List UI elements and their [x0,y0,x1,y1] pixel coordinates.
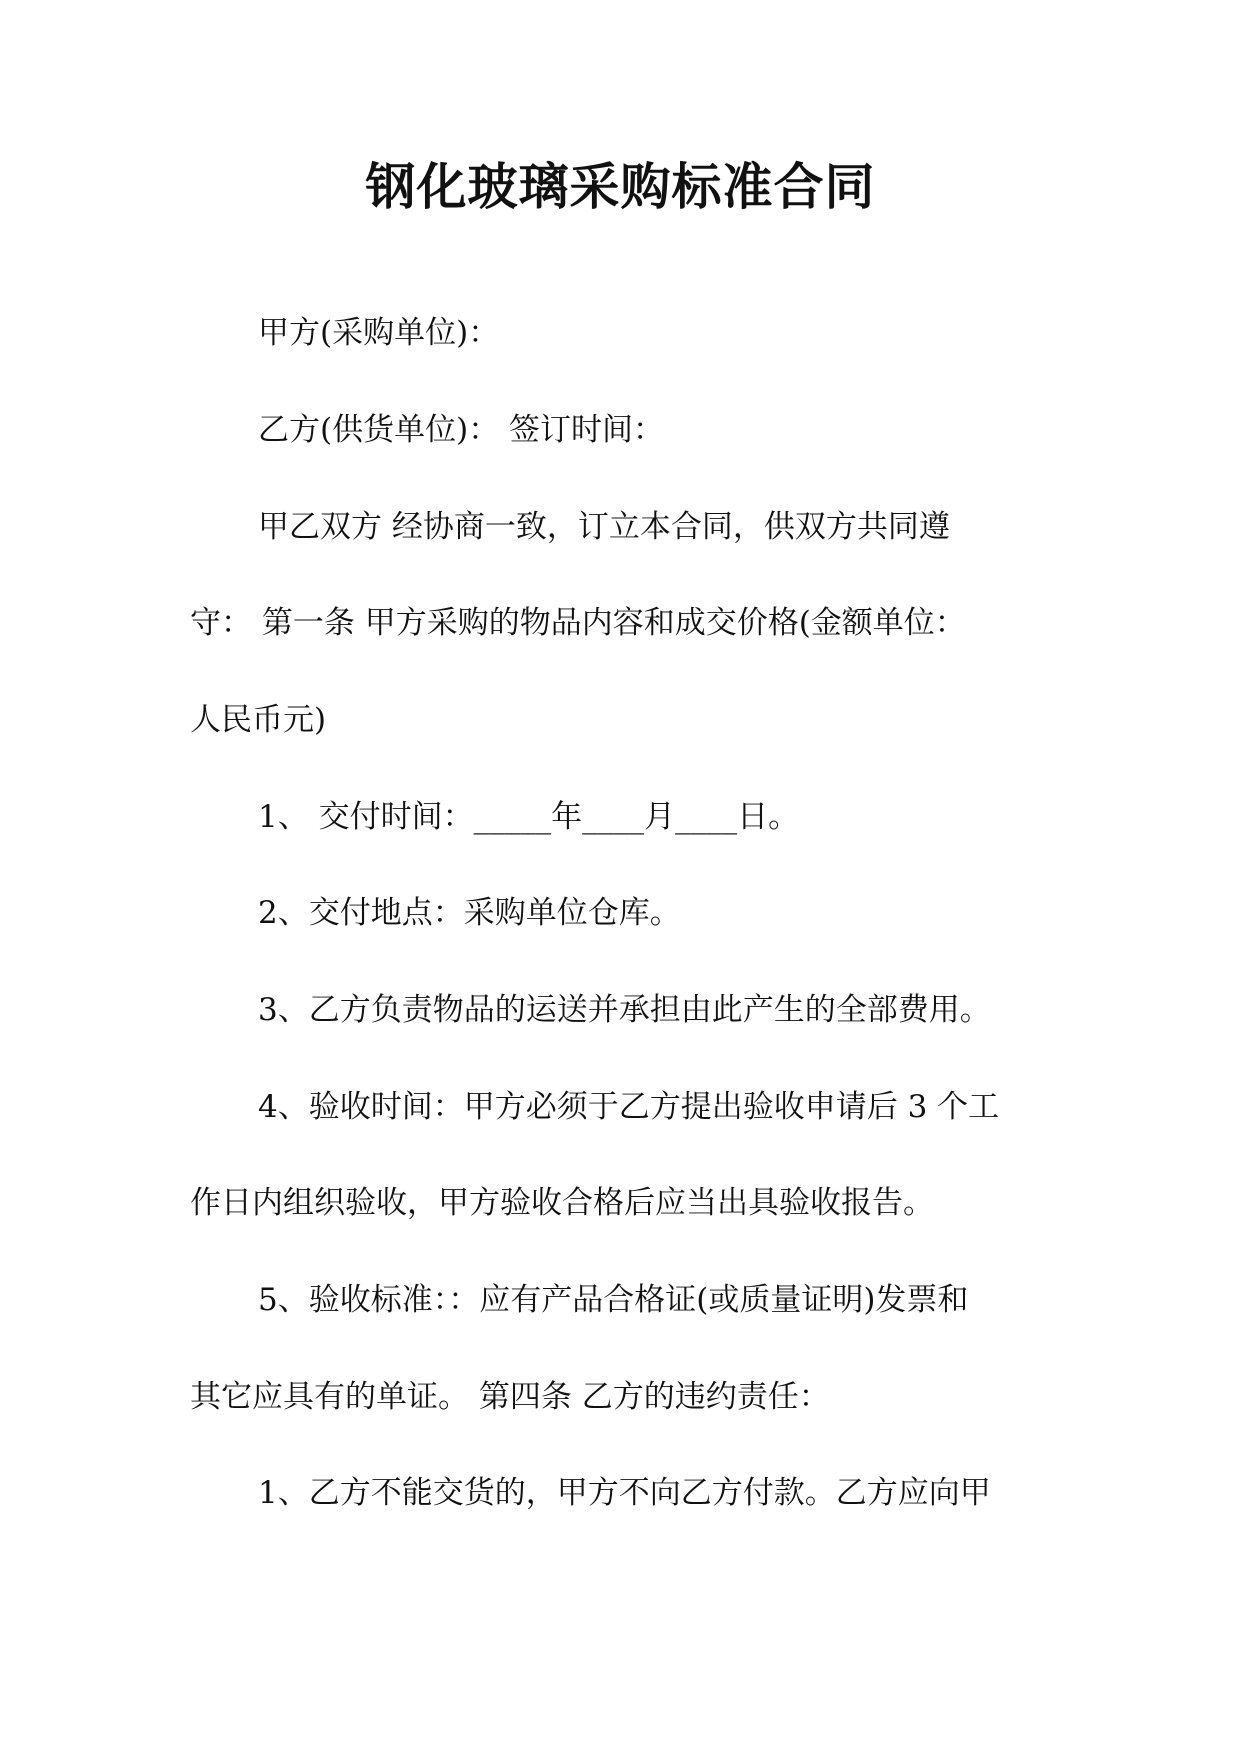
acceptance-time-line: 4、验收时间：甲方必须于乙方提出验收申请后 3 个工 [258,1089,1000,1125]
acceptance-time-cont-line: 作日内组织验收，甲方验收合格后应当出具验收报告。 [190,1185,934,1221]
article-one-line: 守： 第一条 甲方采购的物品内容和成交价格(金额单位： [190,605,966,641]
breach-line: 1、乙方不能交货的，甲方不向乙方付款。乙方应向甲 [258,1475,991,1511]
document-title: 钢化玻璃采购标准合同 [365,157,876,216]
party-b-line: 乙方(供货单位)： 签订时间： [258,412,665,448]
preamble-line: 甲乙双方 经协商一致，订立本合同，供双方共同遵 [258,509,950,545]
delivery-time-line: 1、 交付时间：_____年____月____日。 [258,799,800,835]
acceptance-standard-line: 5、验收标准：：应有产品合格证(或质量证明)发票和 [258,1282,969,1318]
shipping-cost-line: 3、乙方负责物品的运送并承担由此产生的全部费用。 [258,992,991,1028]
currency-line: 人民币元) [190,702,327,738]
party-a-line: 甲方(采购单位)： [258,315,500,351]
article-four-line: 其它应具有的单证。 第四条 乙方的违约责任： [190,1379,830,1415]
delivery-place-line: 2、交付地点：采购单位仓库。 [258,895,681,931]
